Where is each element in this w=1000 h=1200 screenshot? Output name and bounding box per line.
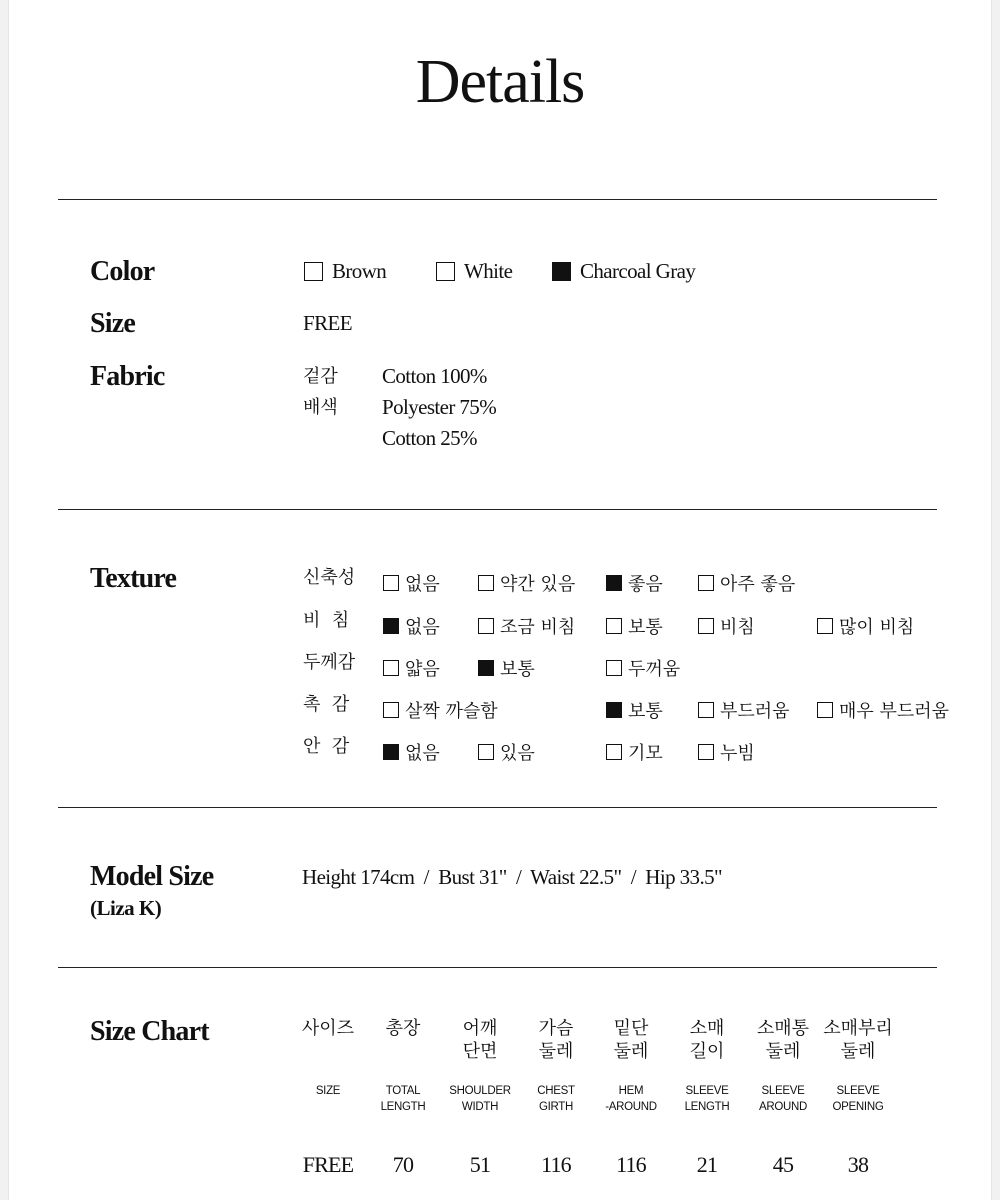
size-chart-header-en: SLEEVE AROUND bbox=[758, 1085, 808, 1113]
color-option-white[interactable] bbox=[436, 258, 512, 284]
texture-option[interactable] bbox=[817, 613, 914, 639]
size-chart-header-en: HEM -AROUND bbox=[605, 1085, 657, 1113]
size-chart-header: 사이즈 bbox=[301, 1018, 355, 1039]
checkbox[interactable] bbox=[698, 575, 714, 591]
fabric-part-trim: 배색 bbox=[303, 397, 338, 418]
size-chart-value: 51 bbox=[469, 1152, 491, 1177]
size-chart-header: 총장 bbox=[385, 1018, 421, 1039]
size-chart-value: FREE bbox=[302, 1152, 354, 1177]
checkbox[interactable] bbox=[436, 262, 455, 281]
texture-option[interactable] bbox=[383, 697, 498, 723]
size-chart-header: 어깨 단면 bbox=[462, 1018, 498, 1062]
option-label: 살짝 까슬함 bbox=[405, 701, 498, 722]
checkbox[interactable] bbox=[698, 744, 714, 760]
option-label: 좋음 bbox=[628, 574, 663, 595]
color-label: Color bbox=[90, 256, 155, 287]
checkbox[interactable] bbox=[606, 618, 622, 634]
option-label: 누빔 bbox=[720, 743, 755, 764]
option-label: White bbox=[464, 259, 513, 283]
texture-option[interactable] bbox=[383, 655, 440, 681]
color-option-brown[interactable] bbox=[304, 258, 386, 284]
checkbox[interactable] bbox=[606, 660, 622, 676]
size-value: FREE bbox=[303, 311, 352, 335]
size-chart-header: 소매부리 둘레 bbox=[823, 1018, 893, 1062]
checkbox[interactable] bbox=[478, 744, 494, 760]
texture-option[interactable] bbox=[383, 613, 440, 639]
option-label: 약간 있음 bbox=[500, 574, 576, 595]
texture-option[interactable] bbox=[478, 613, 575, 639]
texture-option[interactable] bbox=[698, 697, 790, 723]
checkbox[interactable] bbox=[478, 575, 494, 591]
option-label: 있음 bbox=[500, 743, 535, 764]
texture-row-name: 신축성 bbox=[303, 567, 356, 588]
option-label: 보통 bbox=[628, 701, 663, 722]
option-label: 조금 비침 bbox=[500, 617, 576, 638]
model-measurements: Height 174cm / Bust 31" / Waist 22.5" / Hip 33.5" bbox=[302, 865, 722, 889]
divider bbox=[58, 807, 937, 808]
fabric-composition: Cotton 100% bbox=[382, 364, 487, 388]
option-label: 보통 bbox=[628, 617, 663, 638]
option-label: 없음 bbox=[405, 617, 440, 638]
size-chart-header-en: SIZE bbox=[315, 1085, 341, 1097]
texture-option[interactable] bbox=[606, 739, 663, 765]
texture-option[interactable] bbox=[606, 655, 680, 681]
option-label: 매우 부드러움 bbox=[839, 701, 950, 722]
size-chart-header-en: CHEST GIRTH bbox=[537, 1085, 575, 1113]
size-chart-value: 45 bbox=[772, 1152, 794, 1177]
option-label: 없음 bbox=[405, 743, 440, 764]
option-label: 두꺼움 bbox=[628, 659, 681, 680]
option-label: 비침 bbox=[720, 617, 755, 638]
texture-option[interactable] bbox=[606, 570, 663, 596]
texture-row-name: 두께감 bbox=[303, 652, 356, 673]
size-chart-header-en: SLEEVE LENGTH bbox=[684, 1085, 730, 1113]
texture-label: Texture bbox=[90, 563, 177, 594]
size-label: Size bbox=[90, 308, 136, 339]
page-right-edge bbox=[991, 0, 1000, 1200]
page-left-edge bbox=[0, 0, 9, 1200]
checkbox[interactable] bbox=[817, 618, 833, 634]
checkbox[interactable] bbox=[478, 618, 494, 634]
size-chart-header-en: SHOULDER WIDTH bbox=[449, 1085, 511, 1113]
divider bbox=[58, 509, 937, 510]
divider bbox=[58, 199, 937, 200]
size-chart-header: 소매통 둘레 bbox=[756, 1018, 810, 1062]
page-title: Details bbox=[415, 48, 585, 116]
texture-option[interactable] bbox=[478, 739, 535, 765]
checkbox[interactable] bbox=[698, 702, 714, 718]
texture-option[interactable] bbox=[698, 613, 755, 639]
checkbox[interactable] bbox=[698, 618, 714, 634]
texture-row-name: 촉 감 bbox=[303, 694, 350, 715]
size-chart-value: 21 bbox=[696, 1152, 718, 1177]
checkbox[interactable] bbox=[383, 744, 399, 760]
size-chart-header-en: SLEEVE OPENING bbox=[832, 1085, 884, 1113]
option-label: 부드러움 bbox=[720, 701, 790, 722]
size-chart-label: Size Chart bbox=[90, 1016, 209, 1047]
size-chart-value: 116 bbox=[616, 1152, 646, 1177]
size-chart-value: 116 bbox=[541, 1152, 571, 1177]
option-label: 없음 bbox=[405, 574, 440, 595]
texture-option[interactable] bbox=[478, 655, 535, 681]
model-size-label: Model Size bbox=[90, 861, 214, 892]
option-label: 보통 bbox=[500, 659, 535, 680]
checkbox[interactable] bbox=[383, 618, 399, 634]
checkbox[interactable] bbox=[383, 575, 399, 591]
size-chart-header: 밑단 둘레 bbox=[613, 1018, 649, 1062]
texture-option[interactable] bbox=[698, 570, 795, 596]
fabric-part-shell: 겉감 bbox=[303, 366, 338, 387]
texture-option[interactable] bbox=[606, 613, 663, 639]
texture-option[interactable] bbox=[383, 570, 440, 596]
checkbox[interactable] bbox=[606, 575, 622, 591]
checkbox[interactable] bbox=[817, 702, 833, 718]
option-label: Charcoal Gray bbox=[580, 259, 696, 283]
texture-row-name: 안 감 bbox=[303, 736, 350, 757]
size-chart-value: 70 bbox=[392, 1152, 414, 1177]
checkbox[interactable] bbox=[606, 702, 622, 718]
fabric-composition: Cotton 25% bbox=[382, 426, 477, 450]
color-option-charcoal-gray[interactable] bbox=[552, 258, 695, 284]
texture-option[interactable] bbox=[817, 697, 949, 723]
option-label: 아주 좋음 bbox=[720, 574, 796, 595]
size-chart-header: 가슴 둘레 bbox=[538, 1018, 574, 1062]
size-chart-header-en: TOTAL LENGTH bbox=[380, 1085, 426, 1113]
fabric-label: Fabric bbox=[90, 361, 165, 392]
texture-option[interactable] bbox=[478, 570, 575, 596]
size-chart-value: 38 bbox=[847, 1152, 869, 1177]
option-label: 기모 bbox=[628, 743, 663, 764]
texture-row-name: 비 침 bbox=[303, 610, 350, 631]
checkbox[interactable] bbox=[552, 262, 571, 281]
texture-option[interactable] bbox=[383, 739, 440, 765]
divider bbox=[58, 967, 937, 968]
checkbox[interactable] bbox=[478, 660, 494, 676]
checkbox[interactable] bbox=[304, 262, 323, 281]
fabric-composition: Polyester 75% bbox=[382, 395, 497, 419]
model-name: (Liza K) bbox=[90, 896, 162, 920]
option-label: 얇음 bbox=[405, 659, 440, 680]
size-chart-header: 소매 길이 bbox=[689, 1018, 725, 1062]
texture-option[interactable] bbox=[698, 739, 755, 765]
option-label: 많이 비침 bbox=[839, 617, 915, 638]
texture-option[interactable] bbox=[606, 697, 663, 723]
checkbox[interactable] bbox=[383, 660, 399, 676]
checkbox[interactable] bbox=[383, 702, 399, 718]
option-label: Brown bbox=[332, 259, 387, 283]
checkbox[interactable] bbox=[606, 744, 622, 760]
